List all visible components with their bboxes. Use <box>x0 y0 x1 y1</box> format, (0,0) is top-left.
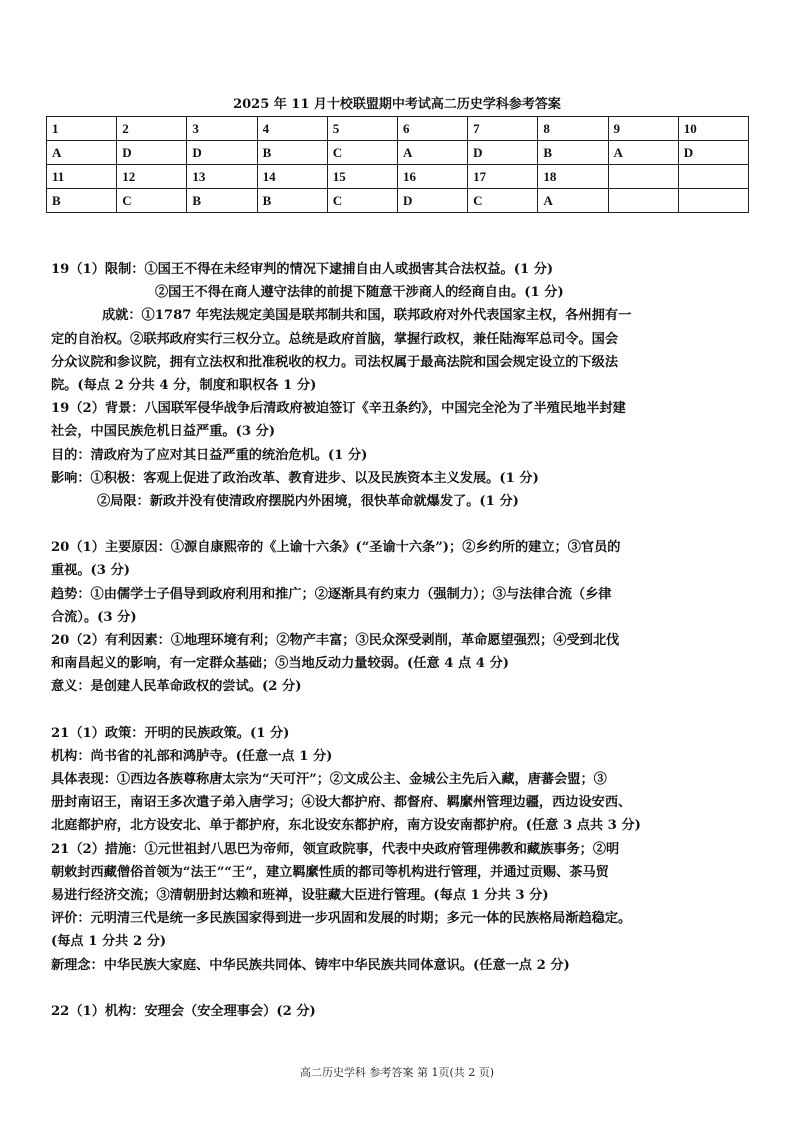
spacer <box>51 977 751 1000</box>
table-cell: 12 <box>117 165 187 189</box>
table-cell: 8 <box>538 117 608 141</box>
q22-text-line: 22（1）机构：安理会（安全理事会）(2 分) <box>51 1003 316 1019</box>
table-row <box>47 189 749 213</box>
table-cell: B <box>187 189 257 213</box>
table-cell: 2 <box>117 117 187 141</box>
table-cell: B <box>47 189 117 213</box>
table-row <box>47 141 749 165</box>
table-cell: 10 <box>678 117 748 141</box>
table-cell: 7 <box>468 117 538 141</box>
document-title: 2025 年 11 月十校联盟期中考试高二历史学科参考答案 <box>233 97 561 112</box>
q19-text-line: ②局限：新政并没有使清政府摆脱内外困境，很快革命就爆发了。(1 分) <box>97 494 519 510</box>
spacer <box>51 513 751 536</box>
table-cell: C <box>117 189 187 213</box>
q21-text-line: 新理念：中华民族大家庭、中华民族共同体、铸牢中华民族共同体意识。(任意一点 2 分) <box>51 957 570 973</box>
table-cell: A <box>47 141 117 165</box>
table-cell: C <box>327 141 397 165</box>
table-row <box>47 117 749 141</box>
table-cell: B <box>538 141 608 165</box>
answer-content <box>51 258 751 1023</box>
table-cell: 11 <box>47 165 117 189</box>
table-cell: A <box>608 141 678 165</box>
table-cell: D <box>468 141 538 165</box>
table-cell: 4 <box>257 117 327 141</box>
q21-text-line: 册封南诏王，南诏王多次遣子弟入唐学习；④设大都护府、都督府、羁縻州管理边疆，西边设安西、 <box>51 795 632 811</box>
table-cell <box>608 189 678 213</box>
q20-text-line: 合流）。(3 分) <box>51 609 137 625</box>
table-cell: D <box>397 189 467 213</box>
table-cell: C <box>327 189 397 213</box>
table-cell: 16 <box>397 165 467 189</box>
q20-text-line: 趋势：①由儒学士子倡导到政府利用和推广；②逐渐具有约束力（强制力）；③与法律合流（乡律 <box>51 586 612 602</box>
q20-text-line: 意义：是创建人民革命政权的尝试。(2 分) <box>51 679 302 695</box>
q19-text-line: 社会，中国民族危机日益严重。(3 分) <box>51 424 276 440</box>
table-cell: 6 <box>397 117 467 141</box>
q20-text-line: 20（1）主要原因：①源自康熙帝的《上谕十六条》(“圣谕十六条”)；②乡约所的建立；③官员的 <box>51 540 621 556</box>
q19-text-line: 定的自治权。②联邦政府实行三权分立。总统是政府首脑，掌握行政权，兼任陆海军总司令。国会 <box>51 331 619 347</box>
table-cell: C <box>468 189 538 213</box>
q19-text-line: ②国王不得在商人遵守法律的前提下随意干涉商人的经商自由。(1 分) <box>155 285 564 301</box>
table-cell: 18 <box>538 165 608 189</box>
q21-text-line: 北庭都护府，北方设安北、单于都护府，东北设安东都护府，南方设安南都护府。(任意 3 点共 3 分) <box>51 818 641 834</box>
table-cell: 1 <box>47 117 117 141</box>
table-cell: 15 <box>327 165 397 189</box>
q21-text-line: 机构：尚书省的礼部和鸿胪寺。(任意一点 1 分) <box>51 748 333 764</box>
table-cell: 14 <box>257 165 327 189</box>
q21-text-line: 具体表现：①西边各族尊称唐太宗为“天可汗”；②文成公主、金城公主先后入藏，唐蕃会盟；③ <box>51 772 607 788</box>
q21-text-line: 21（1）政策：开明的民族政策。(1 分) <box>51 725 290 741</box>
q21-text-line: 朝敕封西藏僧俗首领为“法王”“王”，建立羁縻性质的都司等机构进行管理，并通过贡赐、茶马贸 <box>51 864 609 880</box>
table-cell: B <box>257 189 327 213</box>
q19-text-line: 分众议院和参议院，拥有立法权和批准税收的权力。司法权属于最高法院和国会规定设立的下级法 <box>51 354 619 370</box>
q19-text-line: 19（2）背景：八国联军侵华战争后清政府被迫签订《辛丑条约》，中国完全沦为了半殖民地半封建 <box>51 401 626 417</box>
table-cell: D <box>117 141 187 165</box>
table-cell: 17 <box>468 165 538 189</box>
spacer <box>51 699 751 722</box>
answer-table <box>46 116 749 213</box>
q19-text-line: 成就：①1787 年宪法规定美国是联邦制共和国，联邦政府对外代表国家主权，各州拥有一 <box>102 308 632 324</box>
q21-text-line: (每点 1 分共 2 分) <box>51 934 167 950</box>
table-cell <box>678 189 748 213</box>
table-cell: 9 <box>608 117 678 141</box>
q21-text-line: 易进行经济交流；③清朝册封达赖和班禅，设驻藏大臣进行管理。(每点 1 分共 3 分) <box>51 888 549 904</box>
table-cell: D <box>187 141 257 165</box>
table-cell: 3 <box>187 117 257 141</box>
q21-text-line: 评价：元明清三代是统一多民族国家得到进一步巩固和发展的时期；多元一体的民族格局渐趋稳定。 <box>51 911 632 927</box>
q20-text-line: 和南昌起义的影响，有一定群众基础；⑤当地反动力量较弱。(任意 4 点 4 分) <box>51 656 510 672</box>
q19-text-line: 院。(每点 2 分共 4 分，制度和职权各 1 分) <box>51 378 317 394</box>
table-cell: D <box>678 141 748 165</box>
table-cell: A <box>538 189 608 213</box>
q20-text-line: 20（2）有利因素：①地理环境有利；②物产丰富；③民众深受剥削，革命愿望强烈；④受到北伐 <box>51 633 620 649</box>
table-cell: 5 <box>327 117 397 141</box>
q19-text-line: 目的：清政府为了应对其日益严重的统治危机。(1 分) <box>51 447 368 463</box>
page-footer: 高二历史学科 参考答案 第 1页(共 2 页) <box>299 1066 495 1079</box>
table-cell <box>678 165 748 189</box>
table-cell <box>608 165 678 189</box>
table-cell: B <box>257 141 327 165</box>
q19-text-line: 影响：①积极：客观上促进了政治改革、教育进步、以及民族资本主义发展。(1 分) <box>51 470 539 486</box>
table-cell: A <box>397 141 467 165</box>
table-row <box>47 165 749 189</box>
q19-text-line: 19（1）限制：①国王不得在未经审判的情况下逮捕自由人或损害其合法权益。(1 分) <box>51 262 554 277</box>
q21-text-line: 21（2）措施：①元世祖封八思巴为帝师，领宣政院事，代表中央政府管理佛教和藏族事务；②明 <box>51 841 620 857</box>
table-cell: 13 <box>187 165 257 189</box>
q20-text-line: 重视。(3 分) <box>51 563 130 579</box>
